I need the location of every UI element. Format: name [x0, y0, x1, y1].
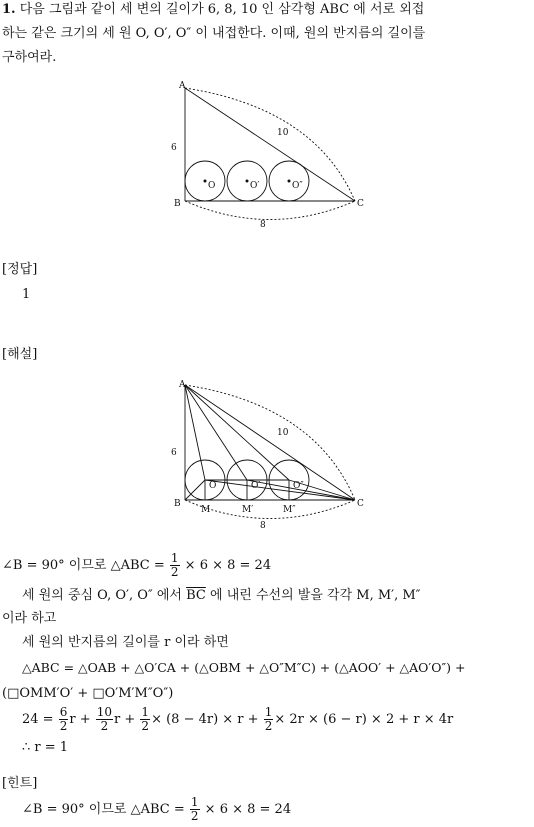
answer-value: 1: [22, 287, 31, 302]
answer-header: [정답]: [2, 262, 38, 277]
label-b: B: [174, 199, 181, 209]
solution-line-5: △ABC = △OAB + △O′CA + (△OBM + △O″M″C) + (△AOO′ + △AO′O″) +: [22, 660, 466, 675]
solution-line-7: 24 = $\frac{6}{2}$ r + $\frac{10}{2}$ r + $\frac{1}{2}$ × (8 − 4r) × r + $\frac{1}{2}$ × 2r × (6 − r) × 2 + r × 4r: [22, 705, 454, 733]
label-side-6: 6: [171, 448, 177, 458]
figure-triangle-1: [165, 78, 375, 233]
label-side-6: 6: [171, 143, 177, 153]
figure-triangle-2: [165, 375, 375, 535]
hint-line: ∠B = 90° 이므로 △ABC = $\frac{1}{2}$ × 6 × 8 = 24: [22, 795, 292, 823]
problem-line-1: [2, 0, 424, 20]
solution-line-2: 세 원의 중심 O, O′, O″ 에서 $\overline{BC}$ 에 내린 수선의 발을 각각 M, M′, M″: [22, 588, 421, 603]
solution-line-1: ∠B = 90° 이므로 △ABC = $\frac{1}{2}$ × 6 × 8 = 24: [2, 551, 272, 579]
label-m-prime: M′: [242, 505, 254, 515]
solution-line-4: 세 원의 반지름의 길이를 r 이라 하면: [22, 635, 229, 650]
problem-number: 1.: [2, 2, 16, 17]
arc-bc: [185, 201, 355, 220]
solution-line-3: 이라 하고: [2, 611, 57, 626]
label-o: O: [209, 481, 217, 491]
label-o-prime: O′: [250, 181, 260, 191]
label-o-double-prime: O″: [293, 481, 304, 491]
problem-line-2: 하는 같은 크기의 세 원 O, O′, O″ 이 내접한다. 이때, 원의 반지름의 길이를: [2, 26, 426, 41]
label-m: M: [201, 505, 211, 515]
label-c: C: [357, 199, 364, 209]
label-o-double-prime: O″: [292, 181, 303, 191]
label-side-10: 10: [277, 428, 289, 438]
label-m-double-prime: M″: [283, 505, 296, 515]
label-a: A: [179, 380, 186, 390]
label-a: A: [179, 81, 186, 91]
fraction-half: $\frac{1}{2}$: [170, 551, 179, 579]
label-b: B: [174, 499, 181, 509]
label-side-8: 8: [260, 220, 266, 230]
solution-line-8: ∴ r = 1: [22, 740, 69, 755]
hint-header: [힌트]: [2, 776, 38, 791]
label-side-8: 8: [260, 521, 266, 531]
label-c: C: [357, 499, 364, 509]
problem-line-3: 구하여라.: [2, 50, 57, 65]
label-o: O: [208, 181, 216, 191]
solution-line-6: (□OMM′O′ + □O′M′M″O″): [2, 686, 174, 701]
problem-text-1: 다음 그림과 같이 세 변의 길이가 6, 8, 10 인 삼각형 ABC 에 서로 외접: [19, 2, 425, 17]
label-side-10: 10: [277, 128, 289, 138]
segment-bc: $\overline{BC}$: [186, 588, 206, 603]
label-o-prime: O′: [251, 481, 261, 491]
solution-header: [해설]: [2, 347, 38, 362]
